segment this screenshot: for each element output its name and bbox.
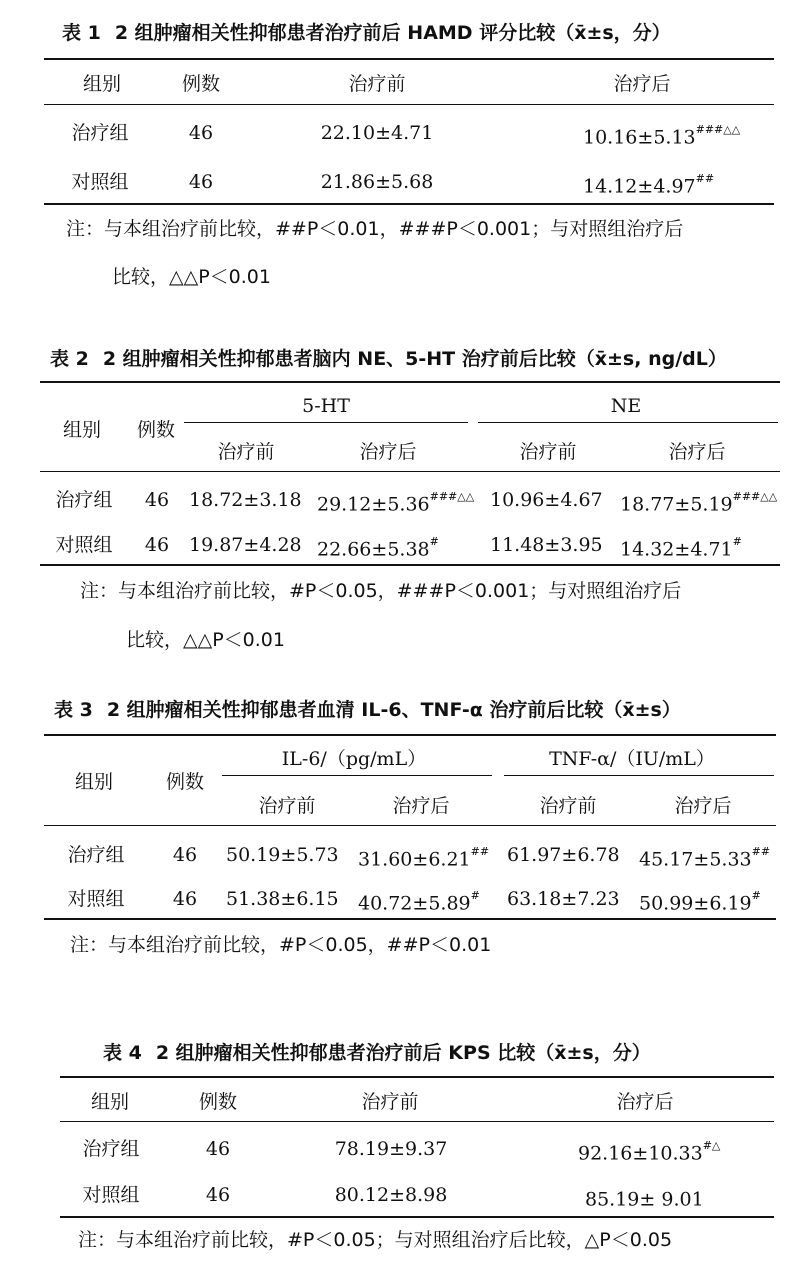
table2-row2-5ht-after-value: 22.66±5.38 xyxy=(317,538,430,561)
table4-row2-after xyxy=(585,1183,704,1211)
table3-header-il6-before: 治疗前 xyxy=(258,795,316,817)
table2-number: 表 2 xyxy=(50,348,89,370)
table3-header-il6-after: 治疗后 xyxy=(392,795,450,817)
table2-caption: 2 组肿瘤相关性抑郁患者脑内 NE、5-HT 治疗前后比较（x̄±s, ng/dL） xyxy=(102,348,727,370)
table4-row2-group: 对照组 xyxy=(82,1184,140,1206)
table4-row1-before: 78.19±9.37 xyxy=(334,1138,448,1160)
table1-row2-before: 21.86±5.68 xyxy=(320,171,434,193)
table3-header-tnf-after: 治疗后 xyxy=(674,795,732,817)
table3-row1-tnf-before: 61.97±6.78 xyxy=(507,844,620,866)
table4-header-group: 组别 xyxy=(90,1091,130,1113)
table2-row2-group: 对照组 xyxy=(55,534,113,556)
table3-row1-il6-before: 50.19±5.73 xyxy=(226,844,339,866)
table2-note-line1: 注：与本组治疗前比较，#P＜0.05，###P＜0.001；与对照组治疗后 xyxy=(80,580,682,602)
table2-row1-group: 治疗组 xyxy=(55,489,113,511)
table1-row2-n: 46 xyxy=(188,171,214,193)
table3-il6-span-rule xyxy=(222,775,492,776)
table3-header-group: 组别 xyxy=(74,771,114,793)
table2-row2-5ht-before: 19.87±4.28 xyxy=(189,534,302,556)
table2-row2-ne-before: 11.48±3.95 xyxy=(490,534,603,556)
table2-note-line2: 比较，△△P＜0.01 xyxy=(126,629,285,651)
table2-row1-5ht-after xyxy=(317,488,474,516)
table1-row1-before: 22.10±4.71 xyxy=(320,122,434,144)
table3-note-line1: 注：与本组治疗前比较，#P＜0.05，##P＜0.01 xyxy=(70,934,492,956)
table4-row2-before: 80.12±8.98 xyxy=(334,1184,448,1206)
table1-row2-after-value: 14.12±4.97 xyxy=(583,175,696,198)
table1-header-before: 治疗前 xyxy=(348,73,406,95)
table3-row2-tnf-after-value: 50.99±6.19 xyxy=(639,892,752,915)
table4-header-rule xyxy=(60,1121,774,1122)
table2-5ht-span-rule xyxy=(184,422,468,423)
table1-row2-after-mark: ## xyxy=(695,172,715,185)
table4-header-before: 治疗前 xyxy=(361,1091,419,1113)
table1-number: 表 1 xyxy=(62,22,101,44)
table3-row1-il6-mark: ## xyxy=(470,845,490,858)
table4-note-line1: 注：与本组治疗前比较，#P＜0.05；与对照组治疗后比较，△P＜0.05 xyxy=(78,1229,673,1251)
table2-bottom-rule xyxy=(40,564,780,566)
table4-bottom-rule xyxy=(60,1216,774,1218)
table1-row1-after xyxy=(583,121,740,149)
table4-row1-after xyxy=(578,1137,720,1165)
table3-row1-il6-after-value: 31.60±6.21 xyxy=(358,848,471,871)
table3-caption: 2 组肿瘤相关性抑郁患者血清 IL-6、TNF-α 治疗前后比较（x̄±s） xyxy=(106,699,681,721)
table1-row1-n: 46 xyxy=(188,122,214,144)
table2-row2-ne-after xyxy=(620,533,742,561)
table3-row2-il6-after-value: 40.72±5.89 xyxy=(358,892,471,915)
table2-header-5ht-before: 治疗前 xyxy=(217,441,275,463)
table4-number: 表 4 xyxy=(103,1042,142,1064)
table1-title xyxy=(62,18,671,45)
table2-row2-ne-after-value: 14.32±4.71 xyxy=(620,538,733,561)
table2-title xyxy=(50,344,727,371)
table1-bottom-rule xyxy=(44,203,774,205)
table3-row2-n: 46 xyxy=(172,888,198,910)
table2-row2-ne-mark: # xyxy=(732,535,742,548)
table3-title xyxy=(54,695,681,722)
table2-row2-n: 46 xyxy=(144,534,170,556)
table2-top-rule xyxy=(40,381,780,383)
table2-row1-5ht-after-value: 29.12±5.36 xyxy=(317,493,430,516)
table2-header-n: 例数 xyxy=(136,419,176,441)
table4-top-rule xyxy=(60,1076,774,1078)
table3-row2-tnf-after xyxy=(639,887,761,915)
table3-row1-tnf-mark: ## xyxy=(751,845,771,858)
table2-header-ne-after: 治疗后 xyxy=(668,441,726,463)
table4-caption: 2 组肿瘤相关性抑郁患者治疗前后 KPS 比较（x̄±s，分） xyxy=(155,1042,651,1064)
table1-row1-after-value: 10.16±5.13 xyxy=(583,126,696,149)
table2-row1-5ht-mark: ###△△ xyxy=(429,490,475,503)
table3-header-n: 例数 xyxy=(165,771,205,793)
table4-row2-after-value: 85.19± 9.01 xyxy=(585,1188,704,1211)
table3-number: 表 3 xyxy=(54,699,93,721)
table1-top-rule xyxy=(44,58,774,60)
table3-header-rule xyxy=(44,825,776,826)
table3-row1-tnf-after-value: 45.17±5.33 xyxy=(639,848,752,871)
table4-row1-after-value: 92.16±10.33 xyxy=(578,1142,703,1165)
table2-row1-ne-mark: ###△△ xyxy=(732,490,778,503)
table3-row2-tnf-before: 63.18±7.23 xyxy=(507,888,620,910)
table1-note-line2: 比较，△△P＜0.01 xyxy=(112,266,271,288)
table2-row2-5ht-after xyxy=(317,533,439,561)
table4-row1-after-mark: #△ xyxy=(702,1139,721,1152)
table3-row2-il6-mark: # xyxy=(470,889,480,902)
table4-row1-group: 治疗组 xyxy=(82,1138,140,1160)
table2-header-5ht: 5-HT xyxy=(302,395,350,417)
table2-header-5ht-after: 治疗后 xyxy=(359,441,417,463)
table2-ne-span-rule xyxy=(478,422,778,423)
table3-row2-il6-before: 51.38±6.15 xyxy=(226,888,339,910)
table1-caption: 2 组肿瘤相关性抑郁患者治疗前后 HAMD 评分比较（x̄±s，分） xyxy=(114,22,671,44)
table1-header-group: 组别 xyxy=(82,73,122,95)
table2-header-ne-before: 治疗前 xyxy=(519,441,577,463)
table3-bottom-rule xyxy=(44,918,776,920)
table4-header-after: 治疗后 xyxy=(616,1091,674,1113)
table2-row1-ne-after xyxy=(620,488,777,516)
table4-header-n: 例数 xyxy=(198,1091,238,1113)
table3-row2-il6-after xyxy=(358,887,480,915)
table3-header-tnf: TNF-α/（IU/mL） xyxy=(549,748,715,770)
table3-row2-group: 对照组 xyxy=(67,888,125,910)
table3-row1-group: 治疗组 xyxy=(67,844,125,866)
table2-row1-ne-after-value: 18.77±5.19 xyxy=(620,493,733,516)
table1-note-line1: 注：与本组治疗前比较，##P＜0.01，###P＜0.001；与对照组治疗后 xyxy=(66,218,684,240)
table2-header-ne: NE xyxy=(610,395,642,417)
table2-row2-5ht-mark: # xyxy=(429,535,439,548)
table2-row1-ne-before: 10.96±4.67 xyxy=(490,489,603,511)
table3-row2-tnf-mark: # xyxy=(751,889,761,902)
table2-row1-5ht-before: 18.72±3.18 xyxy=(189,489,302,511)
table1-header-rule xyxy=(44,104,774,105)
table1-row1-group: 治疗组 xyxy=(71,122,129,144)
table4-row2-n: 46 xyxy=(205,1184,231,1206)
table3-row1-n: 46 xyxy=(172,844,198,866)
table1-header-after: 治疗后 xyxy=(613,73,671,95)
table4-title xyxy=(103,1038,651,1065)
table3-top-rule xyxy=(44,734,776,736)
table3-row1-il6-after xyxy=(358,843,489,871)
table3-row1-tnf-after xyxy=(639,843,770,871)
table2-header-rule xyxy=(40,471,780,472)
table2-header-group: 组别 xyxy=(62,419,102,441)
table1-row2-after xyxy=(583,170,714,198)
table1-header-n: 例数 xyxy=(181,73,221,95)
table3-header-tnf-before: 治疗前 xyxy=(539,795,597,817)
table1-row1-after-mark: ###△△ xyxy=(695,123,741,136)
table3-header-il6: IL-6/（pg/mL） xyxy=(281,748,427,770)
table1-row2-group: 对照组 xyxy=(71,171,129,193)
table3-tnf-span-rule xyxy=(504,775,774,776)
table4-row1-n: 46 xyxy=(205,1138,231,1160)
table2-row1-n: 46 xyxy=(144,489,170,511)
